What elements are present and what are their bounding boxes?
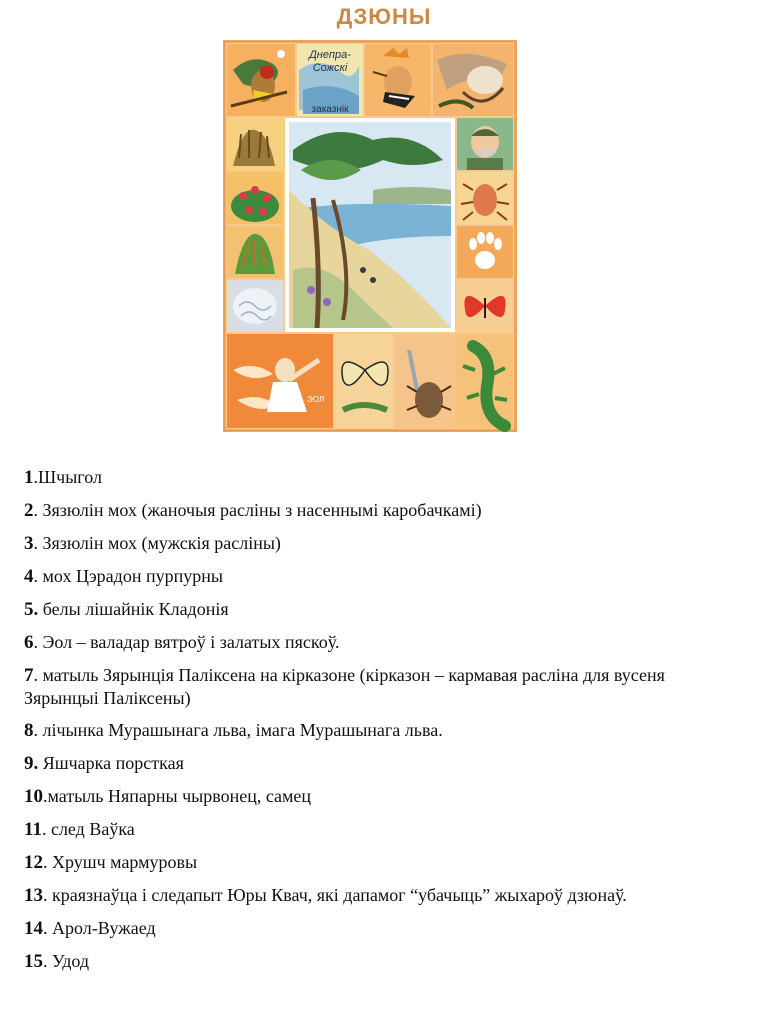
guide-portrait-tile [457, 118, 513, 170]
legend-text: белы лішайнік Кладонія [38, 599, 229, 619]
legend-item [24, 752, 744, 775]
legend-item [24, 884, 744, 907]
wolf-track-tile [457, 226, 513, 278]
legend-text: . краязнаўца і следапыт Юры Квач, які дапамог “убачыць” жыхароў дзюнаў. [43, 885, 627, 905]
legend-list [24, 466, 744, 983]
ceratodon-moss-tile [227, 226, 283, 278]
legend-number: 11 [24, 819, 42, 840]
legend-number: 6 [24, 632, 34, 653]
legend-item [24, 631, 744, 654]
legend-number: 4 [24, 566, 34, 587]
legend-item [24, 719, 744, 742]
antlion-tile [395, 334, 453, 428]
legend-item [24, 499, 744, 522]
goldfinch-tile [227, 44, 295, 116]
legend-item [24, 851, 744, 874]
beetle-tile [457, 172, 513, 224]
eol-tile [227, 334, 333, 428]
legend-number: 3 [24, 533, 34, 554]
legend-item [24, 917, 744, 940]
legend-number: 1 [24, 467, 34, 488]
legend-number: 8 [24, 720, 34, 741]
legend-text: . Зязюлін мох (жаночыя расліны з насеннымі каробачкамі) [33, 500, 482, 520]
legend-text: . след Ваўка [41, 819, 135, 839]
legend-number: 7 [24, 665, 34, 686]
hoopoe-tile [365, 44, 431, 116]
sign-line-2: Сожскі [312, 62, 348, 74]
legend-text: . Эол – валадар вятроў і залатых пяскоў. [33, 632, 340, 652]
eagle-tile [433, 44, 513, 116]
legend-number: 2 [24, 500, 34, 521]
legend-number: 13 [24, 885, 43, 906]
polyxena-butterfly-tile [335, 334, 393, 428]
sign-bottom: заказнік [311, 104, 349, 115]
legend-item [24, 466, 744, 489]
legend-text: . Удод [43, 951, 90, 971]
legend-text: . Хрушч мармуровы [43, 852, 198, 872]
sign-line-1: Днепра- [309, 49, 351, 61]
legend-number: 5. [24, 599, 39, 620]
legend-text: .Шчыгол [33, 467, 102, 487]
legend-number: 9. [24, 753, 39, 774]
page-title: ДЗЮНЫ [336, 4, 432, 29]
legend-item [24, 664, 744, 709]
legend-text: . матыль Зярынція Паліксена на кірказоне (кірказон – кармавая расліна для вусеня Зярынцыі Паліксены) [24, 665, 665, 708]
dune-landscape [285, 118, 455, 332]
legend-item [24, 532, 744, 555]
legend-number: 15 [24, 951, 43, 972]
legend-item [24, 785, 744, 808]
dunes-poster [223, 40, 517, 432]
legend-text: . лічынка Мурашынага льва, імага Мурашынага льва. [33, 720, 443, 740]
moss-female-tile [227, 118, 283, 170]
legend-item [24, 950, 744, 973]
eol-label: ЭОЛ [307, 395, 325, 404]
legend-text: . мох Цэрадон пурпурны [33, 566, 223, 586]
legend-item [24, 818, 744, 841]
copper-butterfly-tile [457, 280, 513, 332]
lizard-tile [455, 334, 513, 428]
reserve-sign-tile [297, 44, 363, 116]
legend-item [24, 565, 744, 588]
legend-text: .матыль Няпарны чырвонец, самец [43, 786, 312, 806]
cladonia-lichen-tile [227, 280, 283, 332]
moss-male-tile [227, 172, 283, 224]
legend-item [24, 598, 744, 621]
legend-text: Яшчарка порсткая [38, 753, 184, 773]
legend-number: 10 [24, 786, 43, 807]
legend-number: 14 [24, 918, 43, 939]
legend-text: . Зязюлін мох (мужскія расліны) [33, 533, 281, 553]
legend-text: . Арол-Вужаед [43, 918, 156, 938]
legend-number: 12 [24, 852, 43, 873]
